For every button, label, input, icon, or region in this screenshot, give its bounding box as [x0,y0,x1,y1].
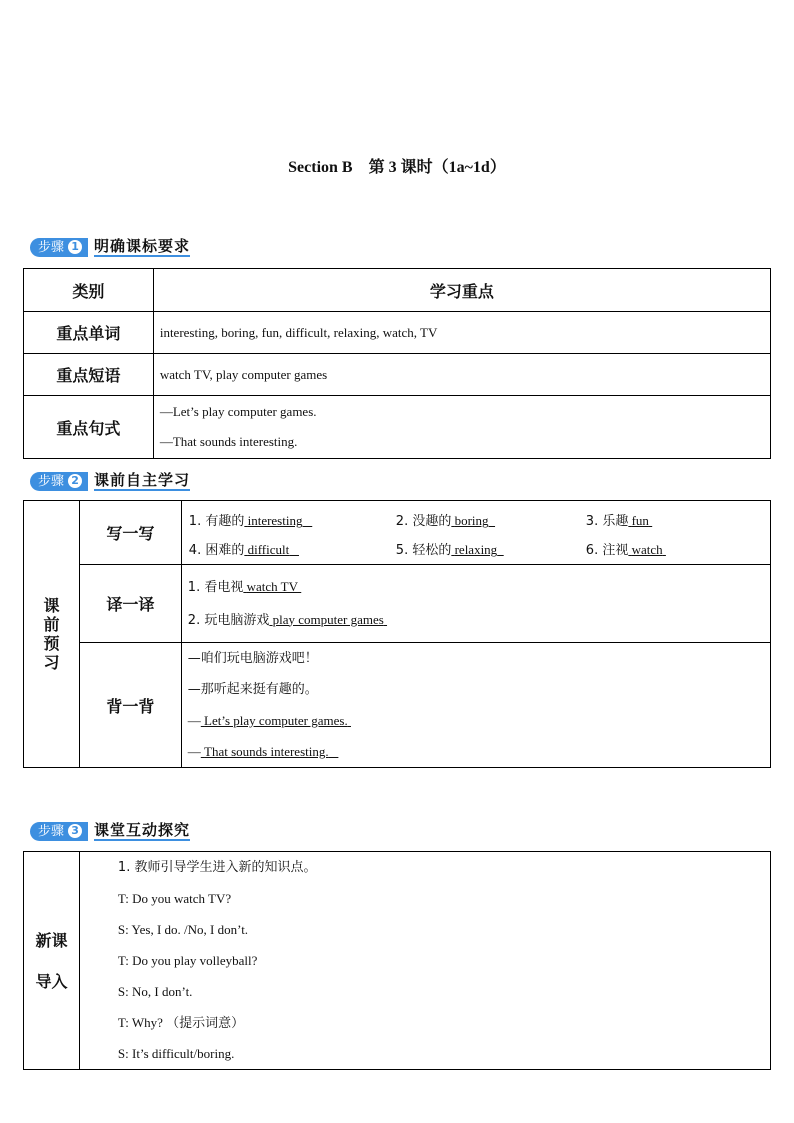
sentence-line: —That sounds interesting. [159,434,298,449]
item-prompt: 1. 看电视 [187,579,244,595]
step-badge-label: 步骤 [38,823,65,839]
item-prompt: 5. 轻松的 [395,542,452,558]
item-prompt: 1. 有趣的 [188,513,245,529]
intro-side-label [24,852,80,1070]
item-prompt: 4. 困难的 [188,542,245,558]
write-label: 写一写 [79,501,181,565]
recite-line: —那听起来挺有趣的。 [187,682,318,697]
step-badge-label: 步骤 [38,239,65,255]
item-answer: relaxing [454,541,498,557]
row-content [153,396,770,459]
step-number: 1 [68,240,82,254]
write-row-2 [188,533,770,563]
table-header-focus: 学习重点 [153,269,770,312]
step-number: 2 [68,474,82,488]
step-3-heading [30,821,190,841]
item-answer: interesting [247,512,303,528]
translate-item [188,604,770,637]
step-badge [30,822,88,841]
step-1-heading [30,237,190,257]
objectives-table [23,268,771,459]
translate-content [181,565,770,643]
row-label: 重点短语 [24,354,154,396]
step-badge [30,472,88,491]
row-content: watch TV, play computer games [153,354,770,396]
classroom-table [23,851,771,1070]
row-label: 重点句式 [24,396,154,459]
side-char: 课 [43,596,60,615]
side-vertical-text [24,596,79,672]
write-item [396,539,504,558]
item-prompt: 2. 玩电脑游戏 [187,612,270,628]
side-char: 预 [43,634,60,653]
intro-content [79,852,770,1070]
write-item [586,539,666,558]
step-title: 明确课标要求 [94,237,191,255]
intro-line: T: Why? （提示词意） [117,1015,245,1030]
intro-line: S: No, I don’t. [117,984,193,999]
item-answer: boring [454,512,489,528]
write-item [189,539,299,558]
translate-item [188,571,770,604]
recite-answer-line: — Let’s play computer games. [187,713,348,728]
table-row [24,354,771,396]
preview-side-label [24,501,80,768]
preview-table [23,500,771,768]
sentence-line: —Let’s play computer games. [159,404,317,419]
item-answer: difficult [247,541,290,557]
item-answer: fun [631,512,649,528]
table-header-category: 类别 [24,269,154,312]
write-row-1 [188,503,770,533]
step-title: 课前自主学习 [94,471,191,489]
write-item [189,510,312,529]
side-char: 前 [43,615,60,634]
recite-content [181,643,770,768]
write-item [586,510,652,529]
step-title: 课堂互动探究 [94,821,191,839]
write-content [181,501,770,565]
intro-line: S: Yes, I do. /No, I don’t. [117,922,249,937]
recite-answer-line: — That sounds interesting. [187,744,329,759]
table-row [24,312,771,354]
intro-line: T: Do you watch TV? [117,891,232,906]
write-item [396,510,495,529]
item-answer: play computer games [272,611,384,627]
recite-label: 背一背 [79,643,181,768]
step-number: 3 [68,824,82,838]
side-char: 习 [43,653,60,672]
recite-answer: Let’s play computer games. [204,713,348,728]
intro-line: T: Do you play volleyball? [117,953,258,968]
row-label: 重点单词 [24,312,154,354]
recite-line: —咱们玩电脑游戏吧！ [187,651,318,666]
intro-line: 1. 教师引导学生进入新的知识点。 [117,860,317,875]
item-answer: watch TV [246,578,298,594]
step-2-heading [30,471,190,491]
item-prompt: 6. 注视 [585,542,629,558]
row-content: interesting, boring, fun, difficult, relaxing, watch, TV [153,312,770,354]
item-answer: watch [631,541,663,557]
page-title: Section B 第 3 课时（1a~1d） [288,159,506,176]
item-prompt: 2. 没趣的 [395,513,452,529]
step-badge-label: 步骤 [38,473,65,489]
table-row [24,396,771,459]
side-label-top: 新课 [35,930,68,950]
recite-answer: That sounds interesting. [204,744,329,759]
step-badge [30,238,88,257]
item-prompt: 3. 乐趣 [585,513,629,529]
side-label-bottom: 导入 [35,971,68,991]
translate-label: 译一译 [79,565,181,643]
intro-line: S: It’s difficult/boring. [117,1046,235,1061]
